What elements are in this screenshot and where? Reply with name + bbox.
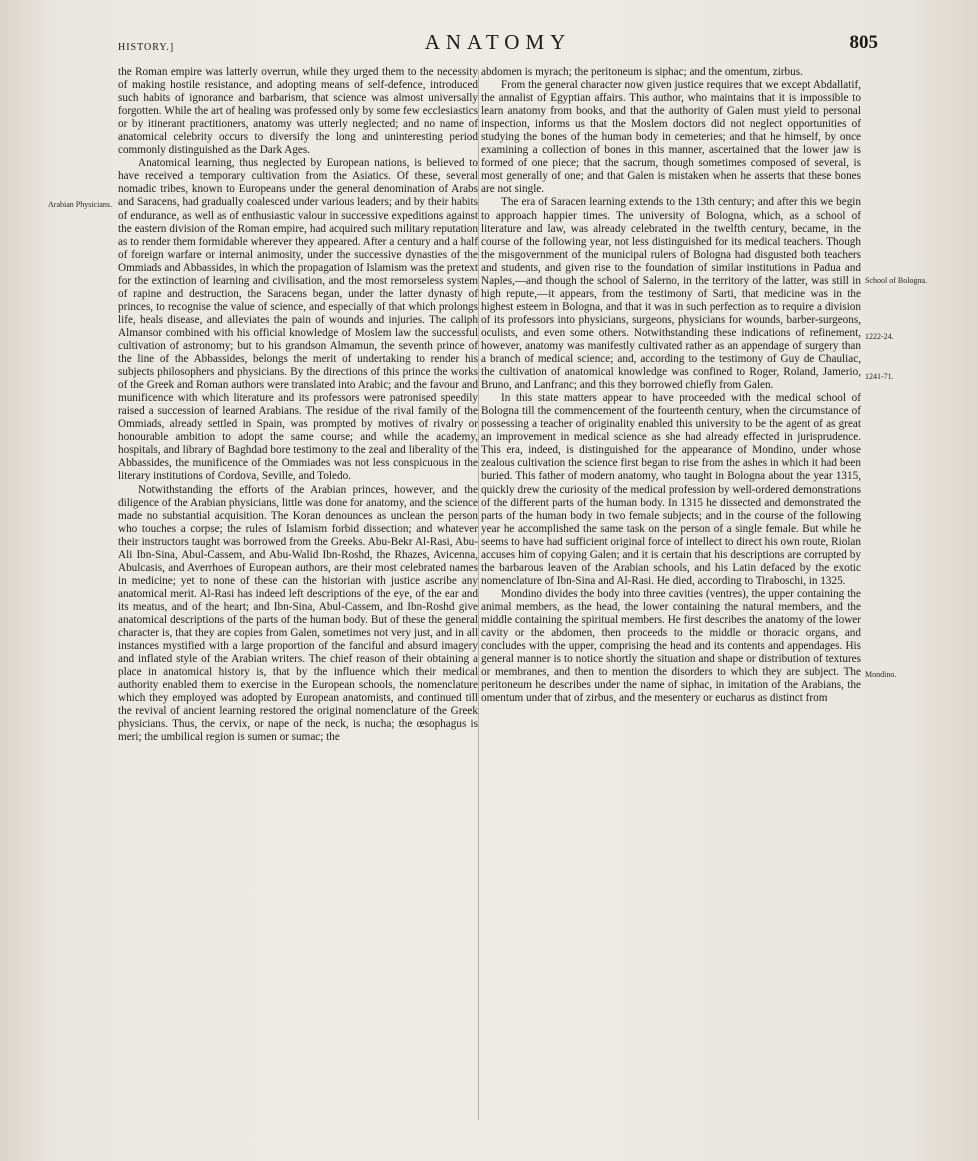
right-column (481, 66, 861, 1132)
paragraph: Anatomical learning, thus neglected by European nations, is believed to have received a temporary cultivation from the Asiatics. Of these, several nomadic tribes, known to Europeans under the general denomination of Arabs and Saracens, had gradually coalesced under various leaders; and by their habits of endurance, as well as of enthusiastic valour in successive expeditions against the eastern division of the Roman empire, had acquired such military reputation as to render them formidable wherever they appeared. After a century and a half of foreign warfare or internal animosity, under the successive dynasties of the Ommiads and Abbassides, in which the propagation of Islamism was the pretext for the extinction of learning and civilisation, and the most remorseless system of rapine and destruction, the Saracens began, under the latter dynasty of princes, to recognise the value of science, and especially of that which prolongs life, heals disease, and alleviates the pain of wounds and injuries. The caliph Almansor combined with his official knowledge of Moslem law the successful cultivation of astronomy; but to his grandson Almamun, the seventh prince of the line of the Abbassides, belongs the merit of undertaking to render his subjects philosophers and physicians. By the directions of this prince the works of the Greek and Roman authors were translated into Arabic; and the favour and munificence with which literature and its professors were patronised speedily raised a succession of learned Arabians. The residue of the rival family of the Ommiads, already settled in Spain, was prompted by motives of rivalry or honourable ambition to adopt the same course; and while the academy, hospitals, and library of Baghdad bore testimony to the zeal and liberality of the Abbassides, the munificence of the Ommiades was not less conspicuous in the literary institutions of Cordova, Seville, and Toledo. (118, 157, 478, 483)
paragraph: Notwithstanding the efforts of the Arabian princes, however, and the diligence of the Arabian physicians, little was done for anatomy, and the science made no substantial acquisition. The Koran denounces as unclean the person who touches a corpse; the rules of Islamism forbid dissection; and whatever their instructors taught was borrowed from the Greeks. Abu-Bekr Al-Rasi, Abu-Ali Ibn-Sina, Abul-Cassem, and Abu-Walid Ibn-Roshd, the Rhazes, Avicenna, Abulcasis, and Averrhoes of European authors, are their most celebrated names in medicine; yet to none of these can the historian with justice ascribe any anatomical merit. Al-Rasi has indeed left descriptions of the eye, of the ear and its meatus, and of the heart; and Ibn-Sina, Abul-Cassem, and Ibn-Roshd give anatomical descriptions of the parts of the human body. But of these the general character is, that they are copies from Galen, sometimes not very just, and in all instances mystified with a large proportion of the fanciful and absurd imagery and inflated style of the Arabian writers. The chief reason of their obtaining a place in anatomical history is, that by the influence which their medical authority enabled them to exercise in the European schools, the nomenclature which they employed was adopted by European anatomists, and continued till the revival of ancient learning restored the original nomenclature of the Greek physicians. Thus, the cervix, or nape of the neck, is nucha; the œsophagus is meri; the umbilical region is sumen or sumac; the (118, 483, 478, 744)
paragraph: In this state matters appear to have proceeded with the medical school of Bologna till the commencement of the fourteenth century, when the circumstance of possessing a teacher of originality enabled this university to be the agent of as great an improvement in medical science as she had already effected in jurisprudence. This era, indeed, is distinguished for the appearance of Mondino, under whose zealous cultivation the science first began to rise from the ashes in which it had been buried. This father of modern anatomy, who taught in Bologna about the year 1315, quickly drew the curiosity of the medical profession by well-ordered demonstrations of the different parts of the human body. In 1315 he dissected and demonstrated the parts of the human body in two female subjects; and in the course of the following year he accomplished the same task on the person of a single female. But while he seems to have had sufficient original force of intellect to direct his own route, Riolan accuses him of copying Galen; and it is certain that his descriptions are corrupted by the barbarous leaven of the Arabian schools, and his Latin defaced by the exotic nomenclature of Ibn-Sina and Al-Rasi. He died, according to Tiraboschi, in 1325. (481, 392, 861, 587)
paragraph: From the general character now given justice requires that we except Abdallatif, the annalist of Egyptian affairs. This author, who maintains that it is impossible to learn anatomy from books, and that the authority of Galen must yield to personal inspection, informs us that the Moslem doctors did not neglect opportunities of studying the bones of the human body in cemeteries; and that he himself, by once examining a collection of bones in this manner, ascertained that the lower jaw is formed of one piece; that the sacrum, though sometimes composed of several, is most generally of one; and that Galen is mistaken when he asserts that these bones are not single. (481, 79, 861, 196)
page-title: ANATOMY (424, 30, 572, 54)
margin-note-school-of-bologna: School of Bologna. (865, 276, 927, 285)
margin-note-year-1241: 1241-71. (865, 372, 894, 381)
page-number: 805 (849, 32, 878, 53)
margin-note-arabian-physicians: Arabian Physicians. (48, 200, 112, 209)
paragraph: The era of Saracen learning extends to the 13th century; and after this we begin to approach happier times. The university of Bologna, which, as a school of literature and law, was already celebrated in the twelfth century, became, in the course of the following year, not less distinguished for its medical teachers. Though the misgovernment of the municipal rulers of Bologna had disgusted both teachers and students, and given rise to the foundation of similar institutions in Padua and Naples,—and though the school of Salerno, in the territory of the latter, was still in high repute,—it appears, from the testimony of Sarti, that medicine was in the highest esteem in Bologna, and that it was in such perfection as to require a division of its professors into physicians, surgeons, physicians for wounds, barber-surgeons, oculists, and even some others. Notwithstanding these indications of refinement, however, anatomy was manifestly cultivated rather as an appendage of surgery than a branch of medical science; and, according to the testimony of Guy de Chauliac, the cultivation of anatomical knowledge was confined to Roger, Roland, Jamerio, Bruno, and Lanfranc; and this they borrowed chiefly from Galen. (481, 196, 861, 392)
left-column (118, 66, 478, 1132)
section-label: HISTORY.] (118, 42, 175, 53)
paragraph: Mondino divides the body into three cavities (ventres), the upper containing the animal members, as the head, the lower containing the natural members, and the middle containing the spiritual members. He first describes the anatomy of the lower cavity or the abdomen, then proceeds to the middle or thoracic organs, and concludes with the upper, comprising the head and its contents and appendages. His general manner is to notice shortly the situation and shape or distribution of textures or membranes, and then to mention the disorders to which they are subject. The peritoneum he describes under the name of siphac, in imitation of the Arabians, the omentum under that of zirbus, and the mesentery or eucharus as distinct from (481, 587, 861, 705)
running-header (118, 28, 878, 62)
margin-note-mondino: Mondino. (865, 670, 897, 679)
paragraph: abdomen is myrach; the peritoneum is siphac; and the omentum, zirbus. (481, 66, 803, 78)
paragraph: the Roman empire was latterly overrun, while they urged them to the necessity of making hostile resistance, and adopting means of self-defence, introduced such habits of ignorance and barbarism, that science was almost universally forgotten. While the art of healing was professed only by some few ecclesiastics or by itinerant practitioners, anatomy was utterly neglected; and no name of anatomical celebrity occurs to diversify the long and uninteresting period commonly distinguished as the Dark Ages. (118, 66, 478, 157)
margin-note-year-1222: 1222-24. (865, 332, 894, 341)
column-divider (478, 70, 479, 1120)
